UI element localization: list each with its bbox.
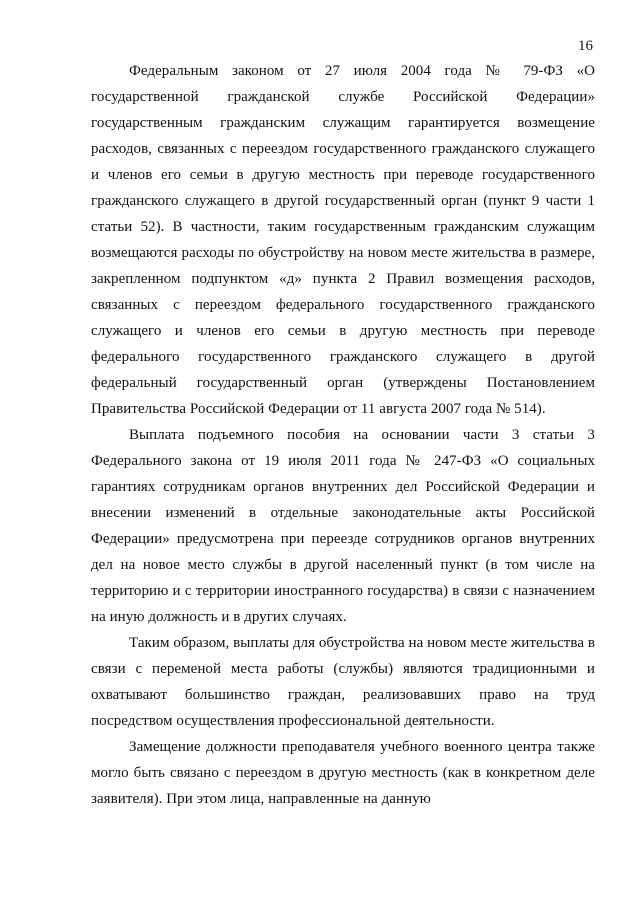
- paragraph-civil-service-relocation: Федеральным законом от 27 июля 2004 года № 79-ФЗ «О государственной гражданской службе Российской Федерации» государственным гражданским служащим гарантируется возмещение расходов, связанных с переездом государственного гражданского служащего и членов его семьи в другую местность при переводе государственного гражданского служащего в другой государственный орган (пункт 9 части 1 статьи 52). В частности, таким государственным гражданским служащим возмещаются расходы по обустройству на новом месте жительства в размере, закрепленном подпунктом «д» пункта 2 Правил возмещения расходов, связанных с переездом федерального государственного гражданского служащего и членов его семьи в другую местность при переводе федерального государственного гражданского служащего в другой федеральный государственный орган (утверждены Постановлением Правительства Российской Федерации от 11 августа 2007 года № 514).: [91, 63, 595, 417]
- paragraph-military-training-center: Замещение должности преподавателя учебного военного центра также могло быть связано с переездом в другую местность (как в конкретном деле заявителя). При этом лица, направленные на данную: [91, 739, 595, 807]
- paragraph-police-relocation-allowance: Выплата подъемного пособия на основании части 3 статьи 3 Федерального закона от 19 июля 2011 года № 247-ФЗ «О социальных гарантиях сотрудникам органов внутренних дел Российской Федерации и внесении изменений в отдельные законодательные акты Российской Федерации» предусмотрена при переезде сотрудников органов внутренних дел на новое место службы в другой населенный пункт (в том числе на территорию и с территории иностранного государства) в связи с назначением на иную должность и в других случаях.: [91, 427, 595, 625]
- document-body: [91, 58, 595, 812]
- page-number: 16: [578, 38, 593, 54]
- paragraph-conclusion: Таким образом, выплаты для обустройства на новом месте жительства в связи с переменой места работы (службы) являются традиционными и охватывают большинство граждан, реализовавших право на труд посредством осуществления профессиональной деятельности.: [91, 635, 595, 729]
